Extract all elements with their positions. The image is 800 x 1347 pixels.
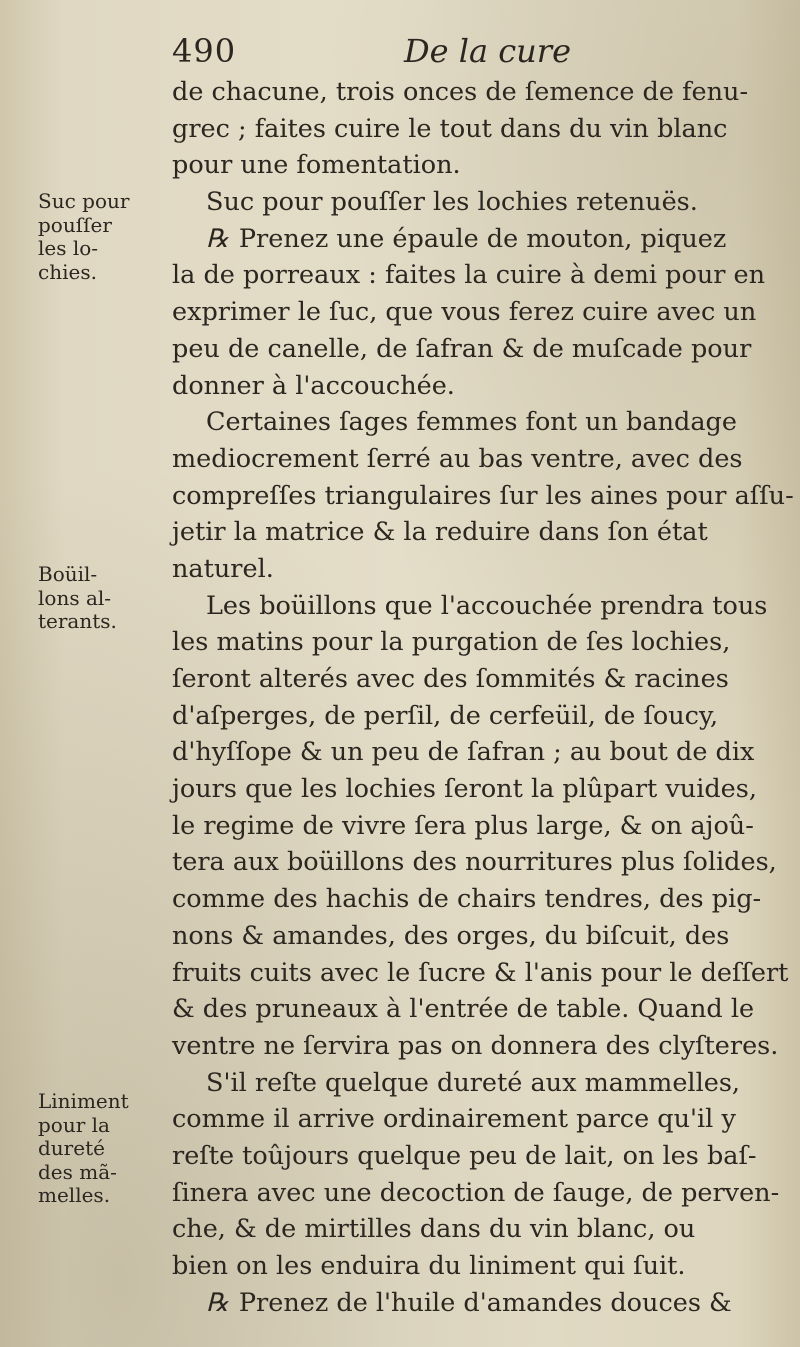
margin-note-line: pour la xyxy=(38,1112,110,1137)
text-line: les matins pour la purgation de ſes lochies, xyxy=(172,627,731,658)
text-line: pour une fomentation. xyxy=(172,150,461,181)
text-line: naturel. xyxy=(172,553,274,584)
text-line: ventre ne ſervira pas on donnera des clyſteres. xyxy=(172,1030,779,1061)
text-line: le regime de vivre ſera plus large, & on ajoû- xyxy=(172,810,754,841)
margin-note-bouillons xyxy=(38,563,162,634)
text-line: donner à l'accouchée. xyxy=(172,370,455,401)
text-line: che, & de mirtilles dans du vin blanc, ou xyxy=(172,1214,696,1245)
text-line: mediocrement ſerré au bas ventre, avec des xyxy=(172,443,743,474)
margin-note-line: Suc pour xyxy=(38,189,130,213)
margin-note-liniment xyxy=(38,1090,162,1208)
text-line: comme il arrive ordinairement parce qu'il y xyxy=(172,1104,736,1135)
text-line: jetir la matrice & la reduire dans ſon état xyxy=(172,517,708,548)
text-line: d'aſperges, de perſil, de cerfeüil, de ſoucy, xyxy=(172,700,719,731)
margin-note-lochies xyxy=(38,190,162,284)
margin-note-line: melles. xyxy=(38,1183,111,1207)
text-line: tera aux boüillons des nourritures plus ſolides, xyxy=(172,847,777,878)
text-line: ſeront alterés avec des ſommités & racines xyxy=(172,664,729,694)
text-line-content: Prenez une épaule de mouton, piquez xyxy=(238,223,727,254)
margin-note-line: terants. xyxy=(38,609,117,633)
body-text xyxy=(172,74,792,1321)
text-line: ſinera avec une decoction de ſauge, de perven- xyxy=(172,1177,780,1208)
text-line: jours que les lochies ſeront la plûpart vuides, xyxy=(172,774,757,805)
text-line: nons & amandes, des orges, du biſcuit, des xyxy=(172,920,730,951)
page-header xyxy=(172,32,772,68)
text-line: fruits cuits avec le ſucre & l'anis pour le deſſert xyxy=(172,957,789,988)
page-number: 490 xyxy=(172,32,237,70)
margin-note-line: pouſſer xyxy=(38,212,112,237)
margin-note-line: Boüil- xyxy=(38,562,98,586)
text-line xyxy=(172,1285,792,1322)
text-line: & des pruneaux à l'entrée de table. Quand le xyxy=(172,994,755,1025)
text-line: Certaines ſages femmes font un bandage xyxy=(206,407,737,438)
running-title: De la cure xyxy=(404,32,572,70)
text-line: peu de canelle, de ſafran & de muſcade pour xyxy=(172,333,752,364)
text-line: compreſſes triangulaires ſur les aines pour aſſu- xyxy=(172,480,794,511)
text-line: d'hyſſope & un peu de ſafran ; au bout de dix xyxy=(172,737,755,768)
text-line: Les boüillons que l'accouchée prendra tous xyxy=(206,590,768,621)
section-heading: Suc pour pouſſer les lochies retenuës. xyxy=(206,187,698,218)
margin-note-line: les lo- xyxy=(38,236,99,260)
text-line: exprimer le ſuc, que vous ferez cuire avec un xyxy=(172,297,757,328)
text-line: S'il reſte quelque dureté aux mammelles, xyxy=(206,1067,741,1098)
text-line: la de porreaux : faites la cuire à demi pour en xyxy=(172,260,766,291)
margin-note-line: des mã- xyxy=(38,1159,117,1184)
text-line: comme des hachis de chairs tendres, des pig- xyxy=(172,884,762,915)
text-line-content: Prenez de l'huile d'amandes douces & xyxy=(238,1287,732,1318)
margin-note-line: dureté xyxy=(38,1136,105,1160)
margin-note-line: chies. xyxy=(38,259,97,284)
text-line xyxy=(172,221,792,258)
margin-note-line: Liniment xyxy=(38,1089,129,1113)
recipe-symbol-icon: ℞ xyxy=(206,223,229,254)
recipe-symbol-icon: ℞ xyxy=(206,1287,229,1318)
text-line: de chacune, trois onces de ſemence de fenu- xyxy=(172,77,749,107)
text-line: grec ; faites cuire le tout dans du vin blanc xyxy=(172,113,728,144)
text-line: bien on les enduira du liniment qui ſuit. xyxy=(172,1251,686,1281)
text-line: reſte toûjours quelque peu de lait, on les baſ- xyxy=(172,1140,757,1171)
margin-note-line: lons al- xyxy=(38,585,112,610)
